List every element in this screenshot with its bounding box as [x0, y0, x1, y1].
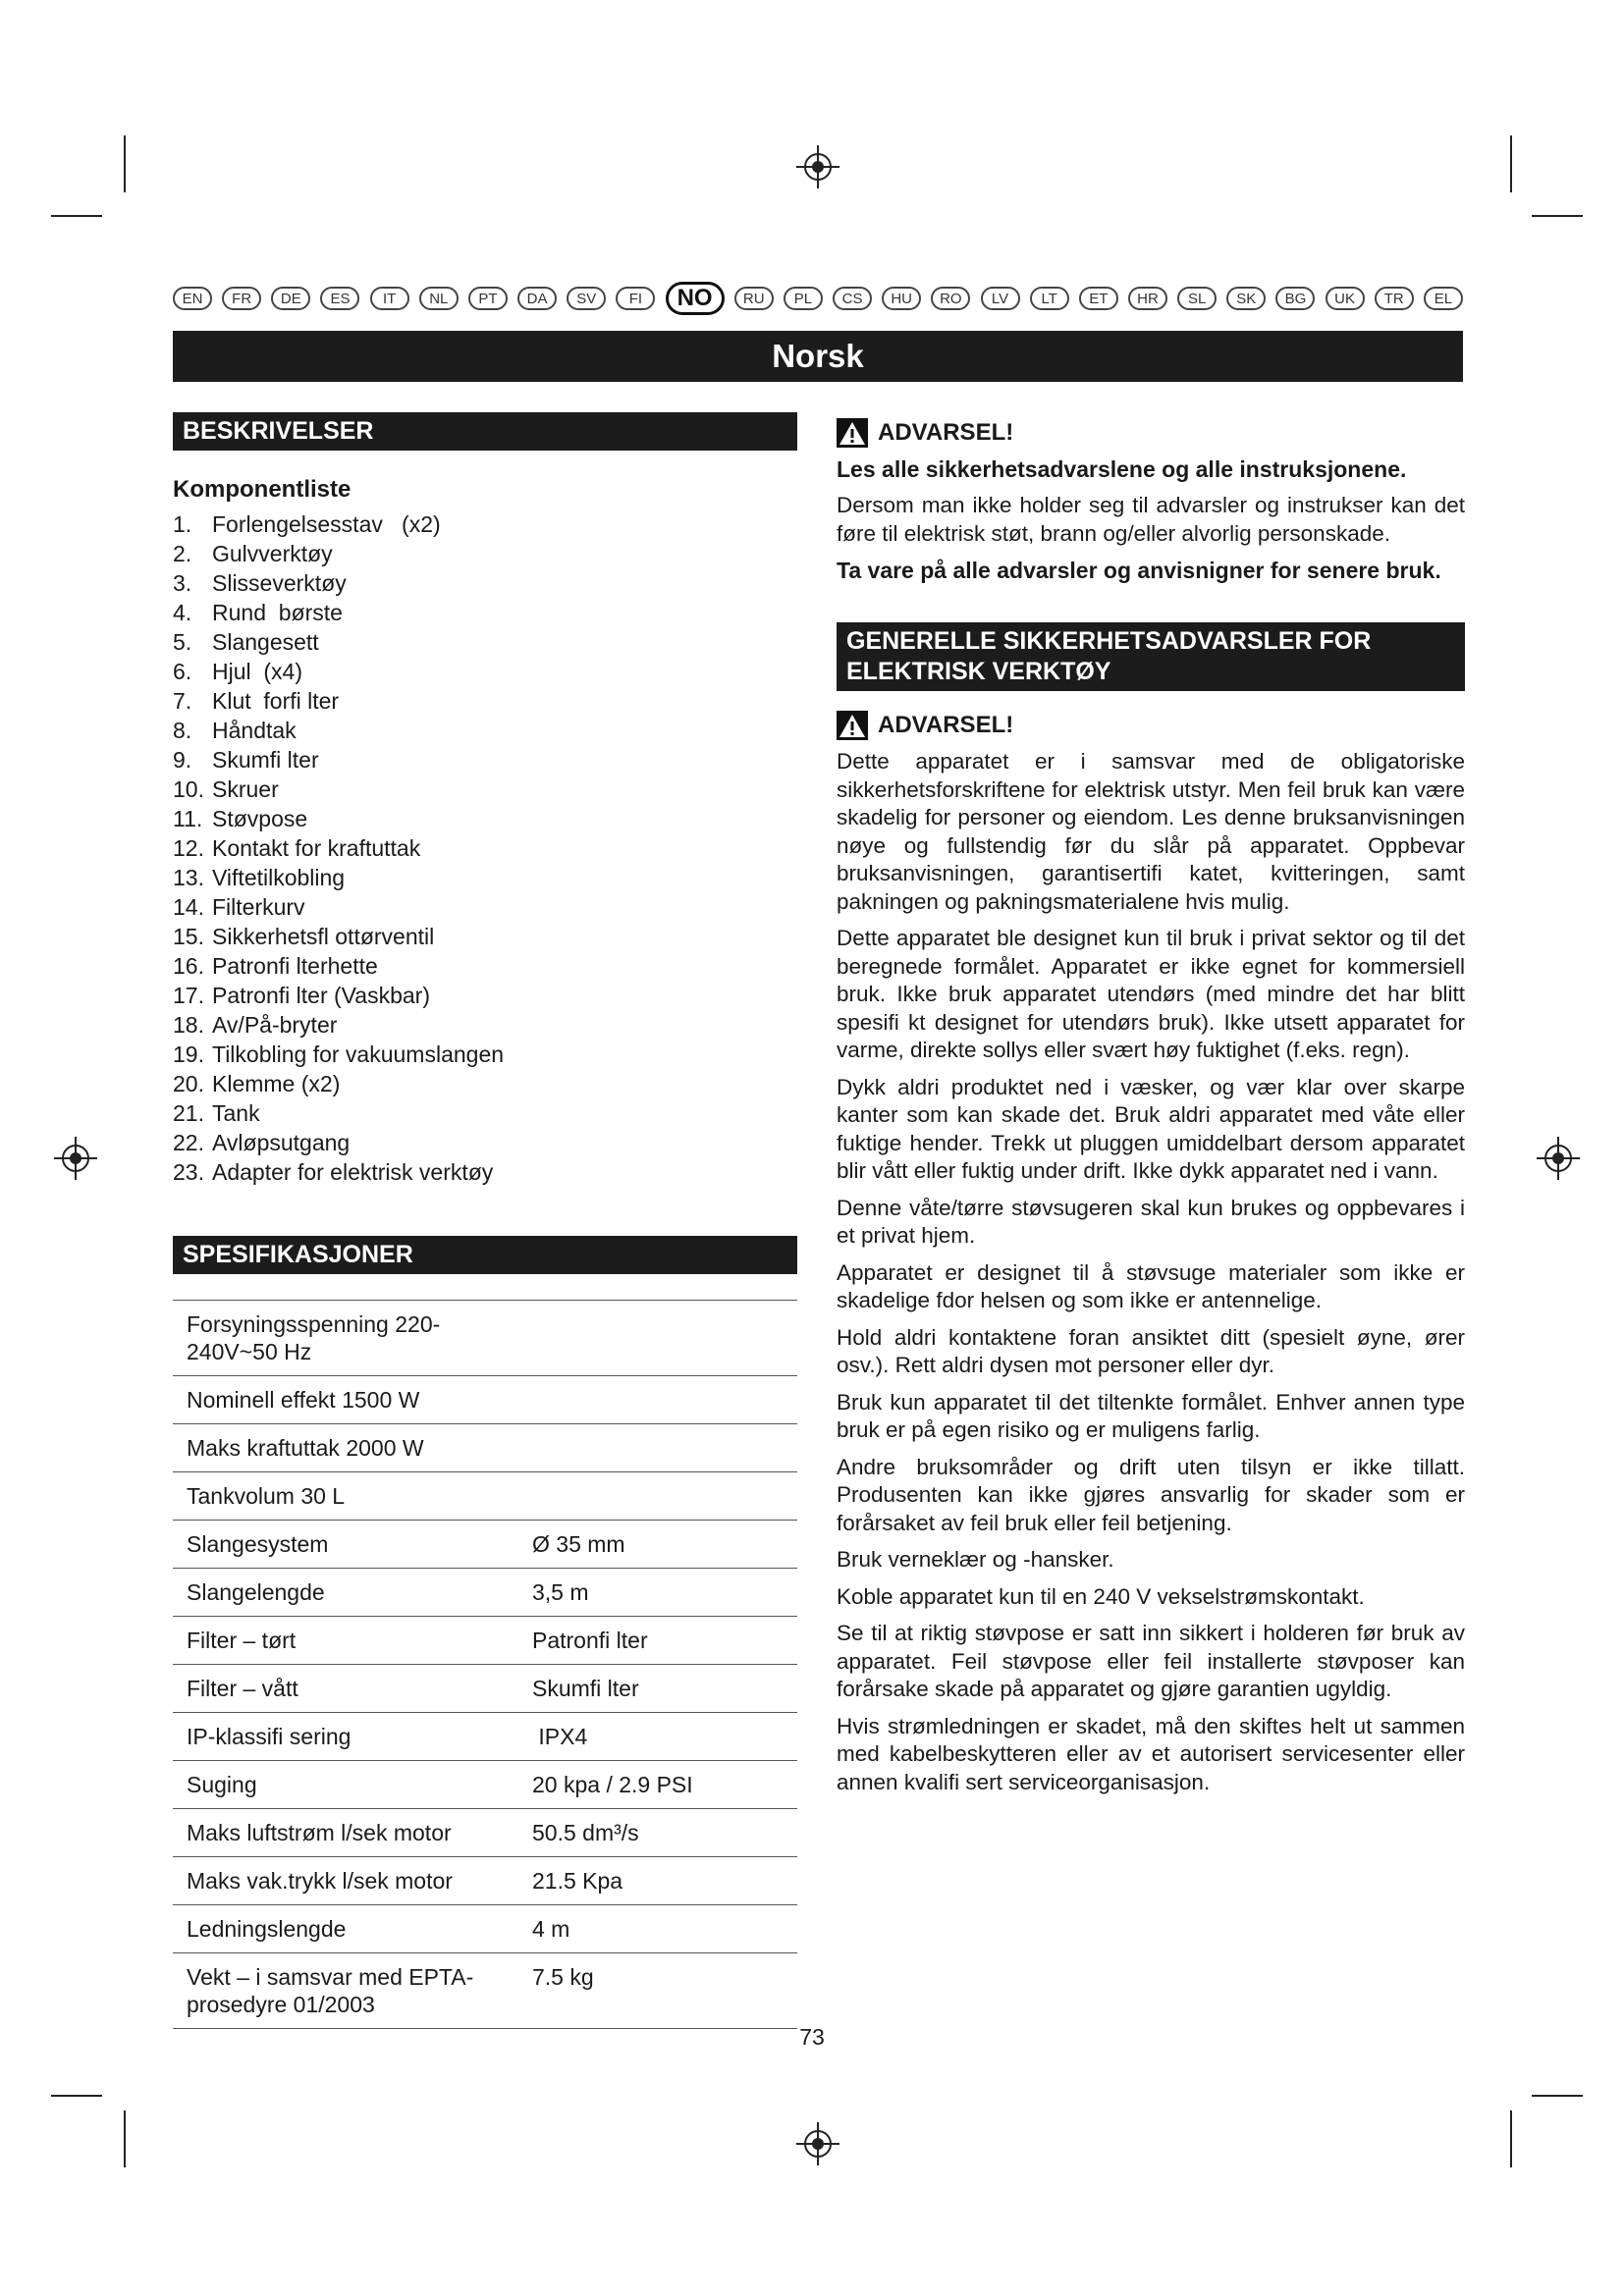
right-column	[837, 412, 1465, 1805]
list-item-number: 8.	[173, 718, 192, 743]
safety-paragraph: Dette apparatet ble designet kun til bruk i privat sektor og til det beregnede formålet. Apparatet er ikke egnet for kommersiell bruk. Ikke bruk apparatet utendørs (med mindre det har blitt spesifi kt designet for utendørs bruk). Ikke utsett apparatet for varme, direkte sollys eller svært høy fuktighet (f.eks. regn).	[837, 926, 1465, 1062]
list-item	[173, 1040, 797, 1069]
list-item	[173, 892, 797, 922]
list-item	[173, 774, 797, 804]
safety-paragraph: Hvis strømledningen er skadet, må den skiftes helt ut sammen med kabelbeskytteren eller av et autorisert servicesenter eller annen kvalifi sert serviceorganisasjon.	[837, 1713, 1465, 1794]
language-pill-es[interactable]: ES	[320, 287, 359, 310]
safety-paragraph: Dykk aldri produktet ned i væsker, og vær klar over skarpe kanter som kan skade det. Bruk aldri apparatet med våte eller fuktige hender. Trekk ut pluggen umiddelbart dersom apparatet blir vått eller fuktig under drift. Ikke dykk apparatet ned i vann.	[837, 1074, 1465, 1183]
warning-heading	[837, 418, 1465, 448]
spec-label: Vekt – i samsvar med EPTA-prosedyre 01/2003	[173, 1953, 532, 2029]
warning-bold-line: Ta vare på alle advarsler og anvisnigner for senere bruk.	[837, 558, 1441, 583]
list-item-text: Skruer	[212, 776, 279, 802]
crop-mark	[1532, 215, 1583, 217]
table-row	[173, 1617, 797, 1665]
list-item-number: 19.	[173, 1041, 204, 1067]
registration-mark-icon	[1537, 1137, 1580, 1180]
crop-mark	[124, 2110, 126, 2167]
language-pill-da[interactable]: DA	[517, 287, 557, 310]
list-item-text: Sikkerhetsfl ottørventil	[212, 924, 435, 949]
crop-mark	[1510, 2110, 1512, 2167]
spec-label: Filter – tørt	[173, 1617, 532, 1665]
spec-label: Tankvolum 30 L	[173, 1472, 532, 1521]
table-row	[173, 1761, 797, 1809]
spec-label: Maks luftstrøm l/sek motor	[173, 1809, 532, 1857]
list-item-text: Håndtak	[212, 718, 297, 743]
spec-label: Forsyningsspenning 220-240V~50 Hz	[173, 1301, 532, 1376]
safety-paragraph: Andre bruksområder og drift uten tilsyn er ikke tillatt. Produsenten kan ikke gjøres ansvarlig for skader som er forårsaket av feil bruk eller feil betjening.	[837, 1454, 1465, 1535]
spec-value: 20 kpa / 2.9 PSI	[532, 1761, 797, 1809]
list-item-text: Patronfi lter (Vaskbar)	[212, 983, 430, 1008]
list-item-number: 15.	[173, 924, 204, 949]
list-item-number: 14.	[173, 894, 204, 920]
list-item	[173, 716, 797, 745]
warning-text: Dersom man ikke holder seg til advarsler og instrukser kan det føre til elektrisk støt, brann og/eller alvorlig personskade.	[837, 493, 1465, 546]
language-pill-fr[interactable]: FR	[222, 287, 261, 310]
list-item	[173, 598, 797, 627]
list-item	[173, 1010, 797, 1040]
language-pill-lt[interactable]: LT	[1030, 287, 1069, 310]
component-list-title: Komponentliste	[173, 476, 352, 503]
list-item-number: 20.	[173, 1071, 204, 1096]
language-pill-el[interactable]: EL	[1424, 287, 1463, 310]
list-item-number: 10.	[173, 776, 204, 802]
language-pill-en[interactable]: EN	[173, 287, 212, 310]
list-item-number: 21.	[173, 1100, 204, 1126]
safety-paragraphs	[837, 748, 1465, 1796]
table-row	[173, 1809, 797, 1857]
list-item	[173, 922, 797, 951]
list-item-text: Adapter for elektrisk verktøy	[212, 1159, 494, 1185]
list-item-number: 6.	[173, 659, 192, 684]
spec-value: Ø 35 mm	[532, 1521, 797, 1569]
list-item-text: Av/På-bryter	[212, 1012, 338, 1038]
spec-label: Filter – vått	[173, 1665, 532, 1713]
list-item-text: Forlengelsesstav (x2)	[212, 511, 441, 537]
generelle-heading: GENERELLE SIKKERHETSADVARSLER FOR ELEKTRISK VERKTØY	[837, 622, 1465, 691]
list-item-number: 17.	[173, 983, 204, 1008]
list-item-text: Patronfi lterhette	[212, 953, 378, 979]
language-pill-hu[interactable]: HU	[882, 287, 921, 310]
beskrivelser-heading: BESKRIVELSER	[173, 412, 797, 451]
list-item-text: Skumfi lter	[212, 747, 319, 773]
list-item	[173, 981, 797, 1010]
list-item	[173, 686, 797, 716]
spec-value: Patronfi lter	[532, 1617, 797, 1665]
warning-bold-line: Les alle sikkerhetsadvarslene og alle instruksjonene.	[837, 456, 1407, 482]
spec-label: Slangesystem	[173, 1521, 532, 1569]
list-item-text: Støvpose	[212, 806, 308, 831]
list-item-number: 18.	[173, 1012, 204, 1038]
page-title: Norsk	[173, 331, 1463, 382]
safety-paragraph: Dette apparatet er i samsvar med de obligatoriske sikkerhetsforskriftene for elektrisk utstyr. Men feil bruk kan være skadelig for personer og eiendom. Les denne bruksanvisningen nøye og fullstendig før du slår på apparatet. Oppbevar bruksanvisningen, garantisertifi katet, kvitteringen, samt pakningen og pakningsmaterialene hvis mulig.	[837, 749, 1465, 914]
warning-triangle-icon	[837, 711, 868, 740]
spec-value: 4 m	[532, 1905, 797, 1953]
spec-label: Ledningslengde	[173, 1905, 532, 1953]
spec-value: 3,5 m	[532, 1569, 797, 1617]
language-pill-ro[interactable]: RO	[931, 287, 970, 310]
table-row	[173, 1376, 797, 1424]
list-item	[173, 1098, 797, 1128]
list-item	[173, 657, 797, 686]
language-pill-sl[interactable]: SL	[1177, 287, 1217, 310]
list-item	[173, 1128, 797, 1157]
list-item-text: Slisseverktøy	[212, 570, 347, 596]
safety-paragraph: Apparatet er designet til å støvsuge materialer som ikke er skadelige fdor helsen og som ikke er antennelige.	[837, 1259, 1465, 1312]
list-item-text: Gulvverktøy	[212, 541, 333, 566]
list-item-number: 1.	[173, 511, 192, 537]
language-pill-de[interactable]: DE	[271, 287, 310, 310]
list-item-text: Viftetilkobling	[212, 865, 346, 890]
safety-paragraph: Denne våte/tørre støvsugeren skal kun brukes og oppbevares i et privat hjem.	[837, 1195, 1465, 1248]
language-pill-it[interactable]: IT	[370, 287, 409, 310]
table-row	[173, 1713, 797, 1761]
safety-paragraph: Bruk kun apparatet til det tiltenkte formålet. Enhver annen type bruk er på egen risiko og er muligens farlig.	[837, 1389, 1465, 1442]
table-row	[173, 1953, 797, 2029]
language-pill-cs[interactable]: CS	[833, 287, 872, 310]
table-row	[173, 1424, 797, 1472]
left-column	[173, 412, 797, 2029]
spec-value: 7.5 kg	[532, 1953, 797, 2029]
list-item-number: 16.	[173, 953, 204, 979]
specifications-table	[173, 1300, 797, 2029]
spesifikasjoner-heading: SPESIFIKASJONER	[173, 1236, 797, 1274]
list-item	[173, 951, 797, 981]
list-item-number: 12.	[173, 835, 204, 861]
list-item	[173, 627, 797, 657]
spec-value: 21.5 Kpa	[532, 1857, 797, 1905]
list-item-text: Hjul (x4)	[212, 659, 303, 684]
language-pill-fi[interactable]: FI	[616, 287, 655, 310]
language-pill-sk[interactable]: SK	[1226, 287, 1266, 310]
list-item	[173, 745, 797, 774]
table-row	[173, 1472, 797, 1521]
list-item-number: 5.	[173, 629, 192, 655]
list-item-number: 9.	[173, 747, 192, 773]
list-item-text: Klut forfi lter	[212, 688, 340, 714]
language-pill-bg[interactable]: BG	[1275, 287, 1315, 310]
registration-mark-icon	[796, 2122, 839, 2165]
spec-value	[532, 1424, 797, 1472]
list-item	[173, 833, 797, 863]
list-item-text: Slangesett	[212, 629, 319, 655]
warning-triangle-icon	[837, 418, 868, 448]
spec-value: 50.5 dm³/s	[532, 1809, 797, 1857]
list-item	[173, 1069, 797, 1098]
registration-mark-icon	[796, 145, 839, 188]
list-item-number: 3.	[173, 570, 192, 596]
spec-value	[532, 1301, 797, 1376]
safety-paragraph: Hold aldri kontaktene foran ansiktet ditt (spesielt øyne, ører osv.). Rett aldri dysen mot personer eller dyr.	[837, 1324, 1465, 1377]
list-item-number: 7.	[173, 688, 192, 714]
list-item-number: 2.	[173, 541, 192, 566]
table-row	[173, 1301, 797, 1376]
spec-value: IPX4	[532, 1713, 797, 1761]
list-item	[173, 863, 797, 892]
spec-label: Nominell effekt 1500 W	[173, 1376, 532, 1424]
language-selector	[173, 280, 1463, 317]
spec-label: Suging	[173, 1761, 532, 1809]
warning-heading	[837, 711, 1465, 740]
list-item-text: Tank	[212, 1100, 260, 1126]
crop-mark	[1510, 135, 1512, 192]
list-item-text: Avløpsutgang	[212, 1130, 351, 1155]
language-pill-lv[interactable]: LV	[981, 287, 1020, 310]
spec-label: Maks vak.trykk l/sek motor	[173, 1857, 532, 1905]
language-pill-nl[interactable]: NL	[419, 287, 459, 310]
list-item-text: Rund børste	[212, 600, 343, 625]
safety-paragraph: Bruk verneklær og -hansker.	[837, 1547, 1114, 1572]
table-row	[173, 1569, 797, 1617]
registration-mark-icon	[54, 1137, 97, 1180]
list-item-number: 23.	[173, 1159, 204, 1185]
list-item	[173, 509, 797, 539]
table-row	[173, 1665, 797, 1713]
list-item	[173, 804, 797, 833]
language-pill-tr[interactable]: TR	[1375, 287, 1414, 310]
component-list	[173, 509, 797, 1187]
warning-label: ADVARSEL!	[878, 419, 1014, 446]
crop-mark	[51, 2095, 102, 2097]
spec-label: Maks kraftuttak 2000 W	[173, 1424, 532, 1472]
list-item-text: Filterkurv	[212, 894, 305, 920]
language-pill-ru[interactable]: RU	[734, 287, 774, 310]
list-item	[173, 1157, 797, 1187]
list-item-text: Tilkobling for vakuumslangen	[212, 1041, 505, 1067]
language-pill-pl[interactable]: PL	[784, 287, 823, 310]
list-item-number: 13.	[173, 865, 204, 890]
crop-mark	[124, 135, 126, 192]
list-item	[173, 568, 797, 598]
list-item-text: Klemme (x2)	[212, 1071, 341, 1096]
list-item	[173, 539, 797, 568]
page-number: 73	[799, 2024, 825, 2050]
list-item-number: 11.	[173, 806, 203, 831]
spec-value	[532, 1376, 797, 1424]
spec-value	[532, 1472, 797, 1521]
table-row	[173, 1905, 797, 1953]
safety-paragraph: Se til at riktig støvpose er satt inn sikkert i holderen før bruk av apparatet. Feil støvpose eller feil installerte støvposer kan forårsake skade på apparatet og gjøre garantien ugyldig.	[837, 1621, 1465, 1701]
spec-label: IP-klassifi sering	[173, 1713, 532, 1761]
language-pill-sv[interactable]: SV	[567, 287, 606, 310]
language-pill-hr[interactable]: HR	[1128, 287, 1167, 310]
safety-paragraph: Koble apparatet kun til en 240 V vekselstrømskontakt.	[837, 1583, 1365, 1609]
list-item-number: 22.	[173, 1130, 204, 1155]
language-pill-no[interactable]: NO	[666, 282, 725, 315]
warning-label: ADVARSEL!	[878, 712, 1014, 738]
language-pill-pt[interactable]: PT	[468, 287, 508, 310]
language-pill-et[interactable]: ET	[1079, 287, 1118, 310]
list-item-text: Kontakt for kraftuttak	[212, 835, 421, 861]
spec-value: Skumfi lter	[532, 1665, 797, 1713]
crop-mark	[1532, 2095, 1583, 2097]
table-row	[173, 1521, 797, 1569]
spec-label: Slangelengde	[173, 1569, 532, 1617]
list-item-number: 4.	[173, 600, 192, 625]
table-row	[173, 1857, 797, 1905]
crop-mark	[51, 215, 102, 217]
language-pill-uk[interactable]: UK	[1326, 287, 1365, 310]
